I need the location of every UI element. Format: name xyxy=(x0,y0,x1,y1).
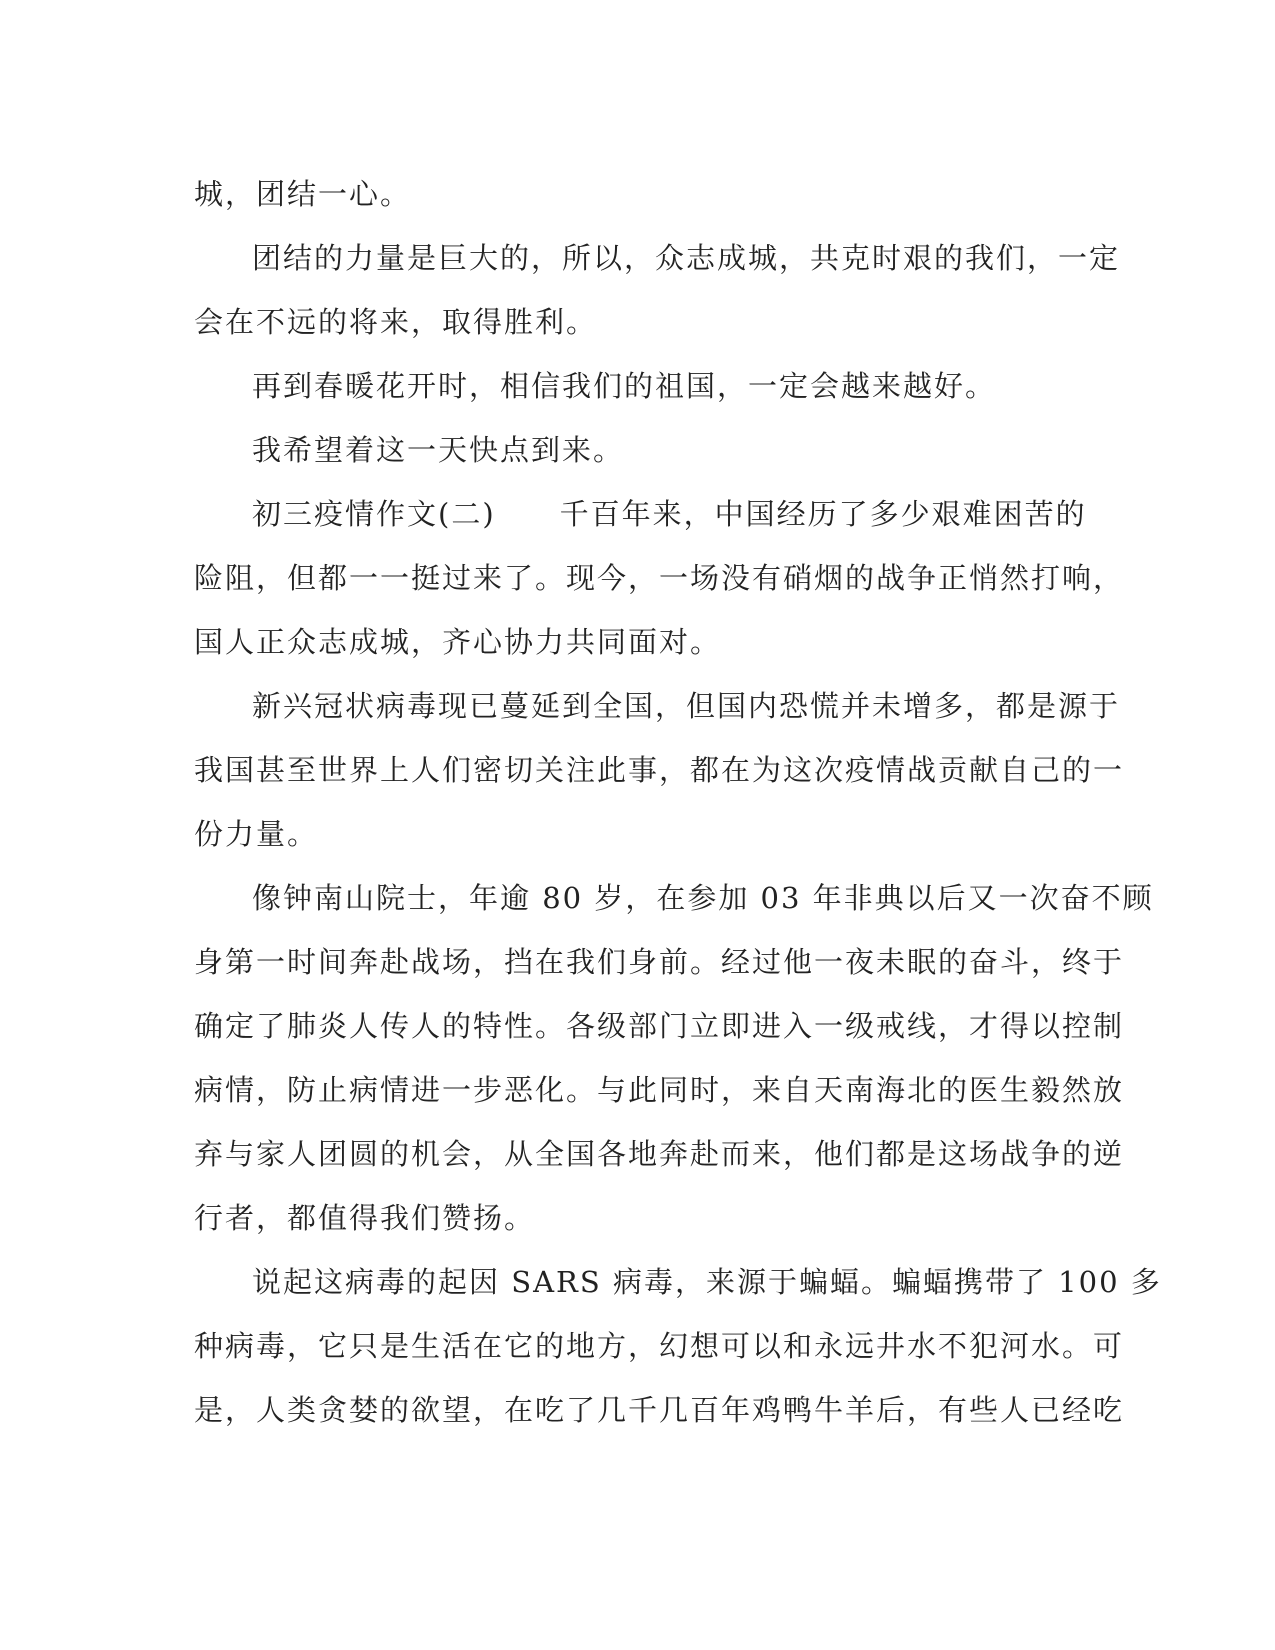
text-line: 行者，都值得我们赞扬。 xyxy=(194,1201,536,1235)
text-line: 确定了肺炎人传人的特性。各级部门立即进入一级戒线，才得以控制 xyxy=(194,1009,1125,1043)
text-line: 像钟南山院士，年逾 80 岁，在参加 03 年非典以后又一次奋不顾 xyxy=(252,881,1154,915)
text-line: 新兴冠状病毒现已蔓延到全国，但国内恐慌并未增多，都是源于 xyxy=(252,689,1121,723)
essay-heading: 初三疫情作文(二) xyxy=(252,497,496,531)
text-line: 国人正众志成城，齐心协力共同面对。 xyxy=(194,625,722,659)
text-line: 种病毒，它只是生活在它的地方，幻想可以和永远井水不犯河水。可 xyxy=(194,1329,1125,1363)
essay-body xyxy=(194,162,1162,1442)
text-line: 千百年来，中国经历了多少艰难困苦的 xyxy=(559,497,1087,531)
text-line: 是，人类贪婪的欲望，在吃了几千几百年鸡鸭牛羊后，有些人已经吃 xyxy=(194,1393,1125,1427)
text-line: 病情，防止病情进一步恶化。与此同时，来自天南海北的医生毅然放 xyxy=(194,1073,1125,1107)
text-line: 险阻，但都一一挺过来了。现今，一场没有硝烟的战争正悄然打响， xyxy=(194,561,1125,595)
text-line: 弃与家人团圆的机会，从全国各地奔赴而来，他们都是这场战争的逆 xyxy=(194,1137,1125,1171)
text-line: 城，团结一心。 xyxy=(194,177,412,211)
text-line: 会在不远的将来，取得胜利。 xyxy=(194,305,598,339)
heading-line xyxy=(194,482,1087,546)
text-line: 团结的力量是巨大的，所以，众志成城，共克时艰的我们，一定 xyxy=(252,241,1121,275)
text-line: 说起这病毒的起因 SARS 病毒，来源于蝙蝠。蝙蝠携带了 100 多 xyxy=(252,1265,1162,1299)
text-line: 身第一时间奔赴战场，挡在我们身前。经过他一夜未眠的奋斗，终于 xyxy=(194,945,1125,979)
text-line: 我希望着这一天快点到来。 xyxy=(252,433,625,467)
text-line: 我国甚至世界上人们密切关注此事，都在为这次疫情战贡献自己的一 xyxy=(194,753,1125,787)
text-line: 再到春暖花开时，相信我们的祖国，一定会越来越好。 xyxy=(252,369,997,403)
text-line: 份力量。 xyxy=(194,817,319,851)
